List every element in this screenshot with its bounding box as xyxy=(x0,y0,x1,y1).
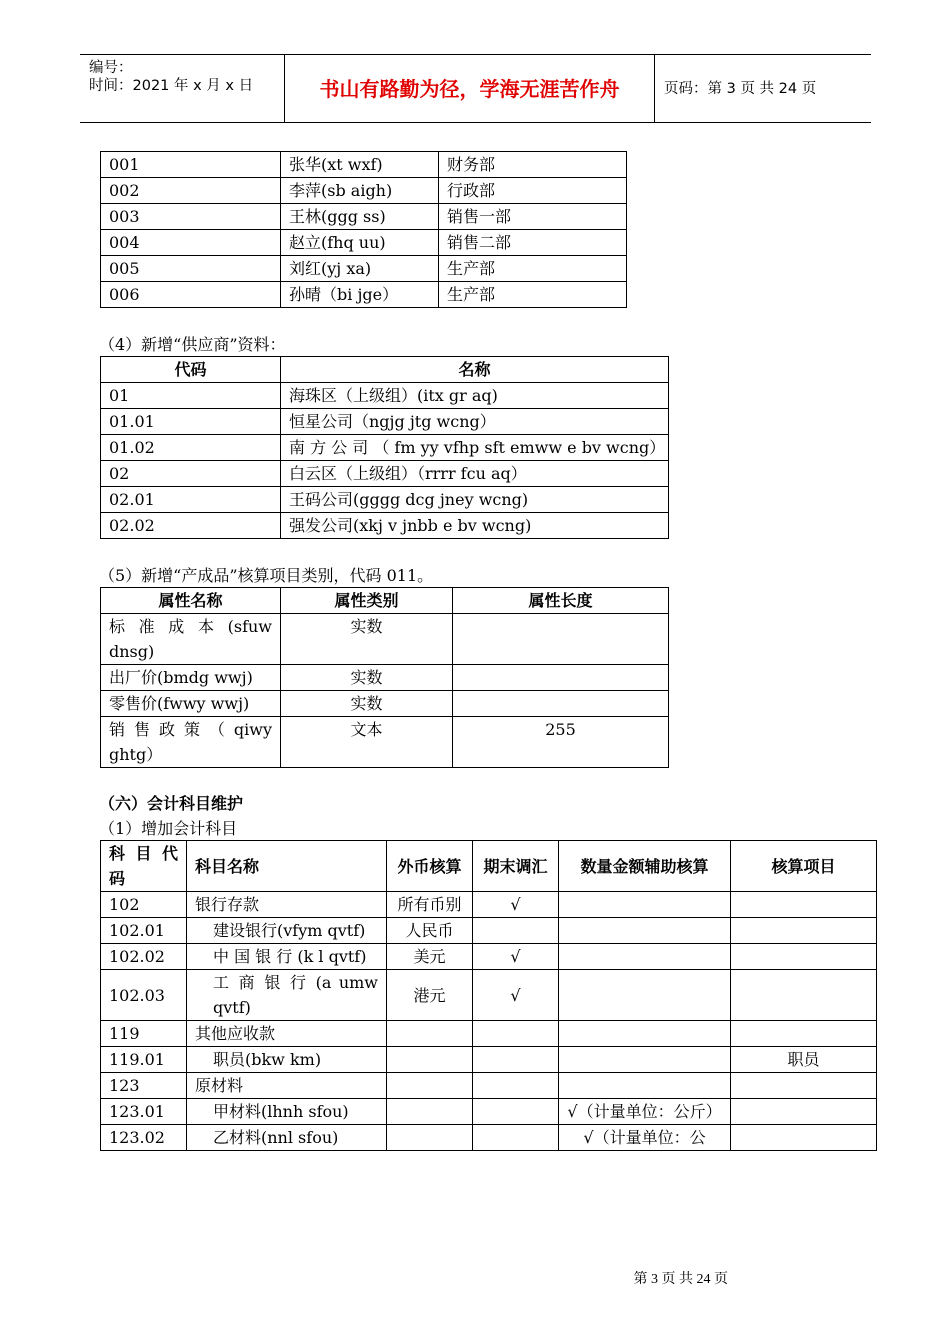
attribute-type: 实数 xyxy=(281,614,453,665)
account-fx xyxy=(387,1021,473,1047)
account-adjust xyxy=(473,1073,559,1099)
table-row xyxy=(101,178,627,204)
account-adjust: √ xyxy=(473,944,559,970)
staff-dept: 销售一部 xyxy=(439,204,627,230)
account-quantity xyxy=(559,1047,731,1073)
table-row xyxy=(101,614,669,665)
account-item: 职员 xyxy=(731,1047,877,1073)
account-fx xyxy=(387,1047,473,1073)
account-name: 工 商 银 行 (a umw qvtf) xyxy=(187,970,387,1021)
account-item xyxy=(731,1073,877,1099)
account-fx: 人民币 xyxy=(387,918,473,944)
staff-name: 李萍(sb aigh) xyxy=(281,178,439,204)
account-quantity xyxy=(559,944,731,970)
account-name: 中 国 银 行 (k l qvtf) xyxy=(187,944,387,970)
table-row xyxy=(101,918,877,944)
account-code: 102 xyxy=(101,892,187,918)
attribute-name: 零售价(fwwy wwj) xyxy=(101,691,281,717)
table-row xyxy=(101,665,669,691)
table-row xyxy=(101,892,877,918)
supplier-name: 恒星公司（ngjg jtg wcng） xyxy=(281,409,669,435)
column-header: 数量金额辅助核算 xyxy=(559,841,731,892)
supplier-name: 海珠区（上级组）(itx gr aq) xyxy=(281,383,669,409)
attribute-length xyxy=(453,691,669,717)
table-row xyxy=(101,1021,877,1047)
staff-dept: 销售二部 xyxy=(439,230,627,256)
attribute-name: 出厂价(bmdg wwj) xyxy=(101,665,281,691)
table-row xyxy=(101,435,669,461)
table-row xyxy=(101,204,627,230)
attribute-type: 文本 xyxy=(281,717,453,768)
account-code: 102.03 xyxy=(101,970,187,1021)
attribute-type: 实数 xyxy=(281,665,453,691)
column-header: 核算项目 xyxy=(731,841,877,892)
staff-code: 006 xyxy=(101,282,281,308)
attribute-type: 实数 xyxy=(281,691,453,717)
table-row xyxy=(101,282,627,308)
column-header: 属性名称 xyxy=(101,588,281,614)
account-item xyxy=(731,944,877,970)
account-adjust xyxy=(473,918,559,944)
staff-name: 张华(xt wxf) xyxy=(281,152,439,178)
header-meta xyxy=(80,55,285,123)
staff-code: 004 xyxy=(101,230,281,256)
table-header-row xyxy=(101,588,669,614)
supplier-name: 强发公司(xkj v jnbb e bv wcng) xyxy=(281,513,669,539)
table-row xyxy=(101,717,669,768)
table-row xyxy=(101,152,627,178)
column-header: 属性类别 xyxy=(281,588,453,614)
account-name: 建设银行(vfym qvtf) xyxy=(187,918,387,944)
supplier-code: 01.02 xyxy=(101,435,281,461)
column-header: 名称 xyxy=(281,357,669,383)
staff-dept: 财务部 xyxy=(439,152,627,178)
column-header: 外币核算 xyxy=(387,841,473,892)
supplier-name: 南 方 公 司 （ fm yy vfhp sft emww e bv wcng） xyxy=(281,435,669,461)
account-code: 123.01 xyxy=(101,1099,187,1125)
account-fx: 美元 xyxy=(387,944,473,970)
table-row xyxy=(101,944,877,970)
account-fx xyxy=(387,1073,473,1099)
page-footer: 第 3 页 共 24 页 xyxy=(633,1272,728,1287)
supplier-code: 02 xyxy=(101,461,281,487)
account-adjust xyxy=(473,1125,559,1151)
table-row xyxy=(101,256,627,282)
staff-name: 王林(ggg ss) xyxy=(281,204,439,230)
account-quantity: √（计量单位：公斤） xyxy=(559,1099,731,1125)
table-row xyxy=(101,383,669,409)
account-name: 其他应收款 xyxy=(187,1021,387,1047)
account-adjust: √ xyxy=(473,970,559,1021)
account-adjust xyxy=(473,1047,559,1073)
page-header xyxy=(80,54,871,123)
staff-code: 001 xyxy=(101,152,281,178)
attribute-length: 255 xyxy=(453,717,669,768)
account-adjust: √ xyxy=(473,892,559,918)
account-item xyxy=(731,1125,877,1151)
table-row xyxy=(101,1125,877,1151)
account-name: 乙材料(nnl sfou) xyxy=(187,1125,387,1151)
header-motto: 书山有路勤为径，学海无涯苦作舟 xyxy=(285,55,655,123)
staff-name: 赵立(fhq uu) xyxy=(281,230,439,256)
column-header: 科 目 代 码 xyxy=(101,841,187,892)
column-header: 代码 xyxy=(101,357,281,383)
supplier-code: 01 xyxy=(101,383,281,409)
table-header-row xyxy=(101,841,877,892)
staff-name: 孙晴（bi jge） xyxy=(281,282,439,308)
table-row xyxy=(101,1073,877,1099)
accounts-table xyxy=(100,840,877,1151)
account-code: 123.02 xyxy=(101,1125,187,1151)
staff-dept: 生产部 xyxy=(439,256,627,282)
document-time: 时间：2021 年 x 月 x 日 xyxy=(89,78,254,94)
account-quantity xyxy=(559,1021,731,1047)
table-row xyxy=(101,409,669,435)
account-item xyxy=(731,892,877,918)
supplier-name: 白云区（上级组）（rrrr fcu aq） xyxy=(281,461,669,487)
attribute-name: 销 售 政 策 （ qiwy ghtg） xyxy=(101,717,281,768)
account-item xyxy=(731,918,877,944)
supplier-code: 02.01 xyxy=(101,487,281,513)
table-row xyxy=(101,691,669,717)
table-row xyxy=(101,1099,877,1125)
attribute-length xyxy=(453,665,669,691)
attribute-name: 标 准 成 本 (sfuw dnsg) xyxy=(101,614,281,665)
column-header: 期末调汇 xyxy=(473,841,559,892)
section-subtitle: （1）增加会计科目 xyxy=(99,819,238,838)
table-row xyxy=(101,1047,877,1073)
supplier-intro: （4）新增“供应商”资料： xyxy=(99,335,286,354)
account-name: 银行存款 xyxy=(187,892,387,918)
staff-name: 刘红(yj xa) xyxy=(281,256,439,282)
account-fx xyxy=(387,1099,473,1125)
account-quantity xyxy=(559,918,731,944)
account-adjust xyxy=(473,1021,559,1047)
supplier-code: 01.01 xyxy=(101,409,281,435)
account-name: 职员(bkw km) xyxy=(187,1047,387,1073)
account-quantity xyxy=(559,1073,731,1099)
product-intro: （5）新增“产成品”核算项目类别，代码 011。 xyxy=(99,566,434,585)
account-code: 123 xyxy=(101,1073,187,1099)
staff-code: 002 xyxy=(101,178,281,204)
account-fx: 港元 xyxy=(387,970,473,1021)
account-fx xyxy=(387,1125,473,1151)
attribute-length xyxy=(453,614,669,665)
table-row xyxy=(101,230,627,256)
account-quantity: √（计量单位：公 xyxy=(559,1125,731,1151)
staff-code: 005 xyxy=(101,256,281,282)
account-name: 原材料 xyxy=(187,1073,387,1099)
account-item xyxy=(731,1099,877,1125)
supplier-code: 02.02 xyxy=(101,513,281,539)
table-row xyxy=(101,487,669,513)
account-item xyxy=(731,1021,877,1047)
account-name: 甲材料(lhnh sfou) xyxy=(187,1099,387,1125)
account-quantity xyxy=(559,970,731,1021)
column-header: 科目名称 xyxy=(187,841,387,892)
product-attribute-table xyxy=(100,587,669,768)
section-title: （六）会计科目维护 xyxy=(99,794,244,813)
account-fx: 所有币别 xyxy=(387,892,473,918)
staff-code: 003 xyxy=(101,204,281,230)
account-item xyxy=(731,970,877,1021)
table-row xyxy=(101,461,669,487)
supplier-name: 王码公司(gggg dcg jney wcng) xyxy=(281,487,669,513)
table-row xyxy=(101,970,877,1021)
account-code: 119.01 xyxy=(101,1047,187,1073)
account-adjust xyxy=(473,1099,559,1125)
account-quantity xyxy=(559,892,731,918)
staff-dept: 生产部 xyxy=(439,282,627,308)
column-header: 属性长度 xyxy=(453,588,669,614)
account-code: 119 xyxy=(101,1021,187,1047)
supplier-table xyxy=(100,356,669,539)
header-page-info: 页码：第 3 页 共 24 页 xyxy=(664,81,817,97)
account-code: 102.01 xyxy=(101,918,187,944)
table-row xyxy=(101,513,669,539)
staff-table xyxy=(100,151,627,308)
document-number: 编号： xyxy=(89,60,133,76)
staff-dept: 行政部 xyxy=(439,178,627,204)
table-header-row xyxy=(101,357,669,383)
account-code: 102.02 xyxy=(101,944,187,970)
